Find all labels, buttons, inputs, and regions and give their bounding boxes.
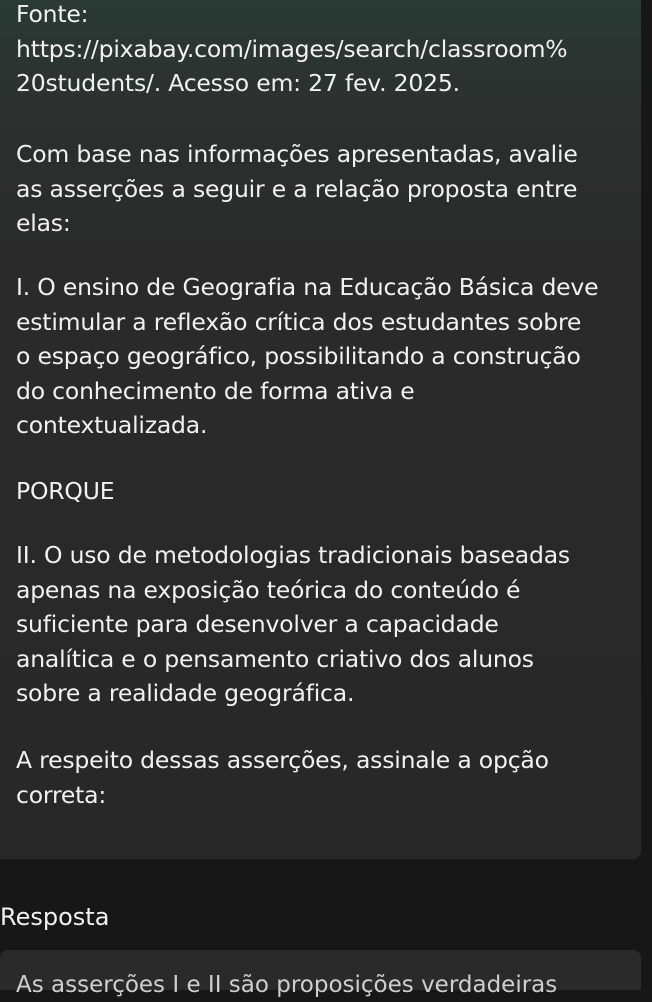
question-prompt: A respeito dessas asserções, assinale a opção correta: (16, 746, 549, 809)
assertion-2: II. O uso de metodologias tradicionais baseadas apenas na exposição teórica do conteúdo é suficiente para desenvolver a capacidade analítica e o pensamento criativo dos alunos sobre a realidade geográfica. (16, 541, 570, 707)
image-source-citation: Fonte: https://pixabay.com/images/search/classroom% 20students/. Acesso em: 27 fev. 2025. (16, 0, 568, 97)
answer-box[interactable] (0, 950, 641, 998)
assertion-1: I. O ensino de Geografia na Educação Básica deve estimular a reflexão crítica dos estudantes sobre o espaço geográfico, possibilitando a construção do conhecimento de forma ativa e contextualizada. (16, 273, 599, 439)
question-intro: Com base nas informações apresentadas, avalie as asserções a seguir e a relação proposta entre elas: (16, 140, 578, 237)
answer-text: As asserções I e II são proposições verdadeiras (16, 972, 558, 998)
assertion-connector: PORQUE (16, 477, 115, 505)
answer-heading: Resposta (0, 903, 110, 931)
